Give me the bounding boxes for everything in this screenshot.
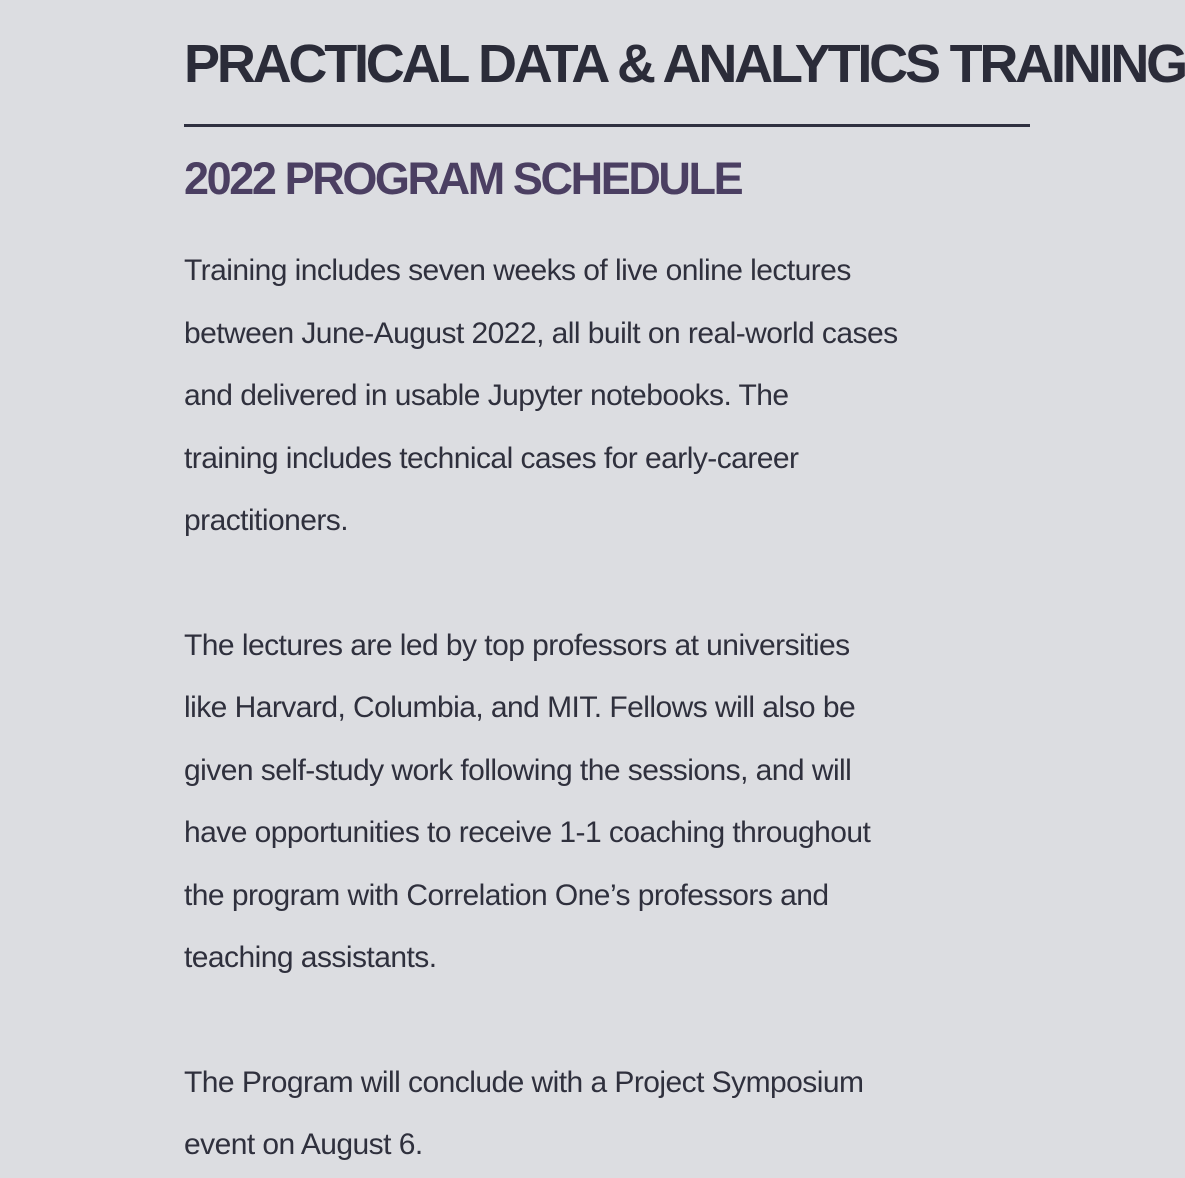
paragraph-line: and delivered in usable Jupyter notebooks. The	[184, 379, 789, 412]
paragraph-line: event on August 6.	[184, 1128, 423, 1161]
article-content	[184, 26, 1185, 1177]
paragraph-line: like Harvard, Columbia, and MIT. Fellows will also be	[184, 691, 856, 724]
paragraph-line: training includes technical cases for early-career	[184, 441, 799, 475]
paragraph-lectures	[184, 615, 1032, 990]
paragraph-line: The lectures are led by top professors at universities	[184, 628, 850, 662]
paragraph-line: practitioners.	[184, 504, 349, 537]
paragraph-line: given self-study work following the sessions, and will	[184, 753, 852, 787]
paragraph-line: teaching assistants.	[184, 941, 437, 974]
page-title: PRACTICAL DATA & ANALYTICS TRAINING	[184, 34, 1185, 94]
paragraph-line: Training includes seven weeks of live online lectures	[184, 254, 851, 287]
section-subtitle: 2022 PROGRAM SCHEDULE	[184, 153, 742, 204]
paragraph-training-overview	[184, 240, 1032, 553]
title-divider	[184, 124, 1030, 127]
paragraph-line: The Program will conclude with a Project Symposium	[184, 1065, 864, 1099]
paragraph-symposium	[184, 1052, 1032, 1177]
paragraph-line: have opportunities to receive 1-1 coaching throughout	[184, 816, 871, 849]
paragraph-line: between June-August 2022, all built on real-world cases	[184, 316, 898, 350]
paragraph-line: the program with Correlation One’s professors and	[184, 878, 829, 912]
